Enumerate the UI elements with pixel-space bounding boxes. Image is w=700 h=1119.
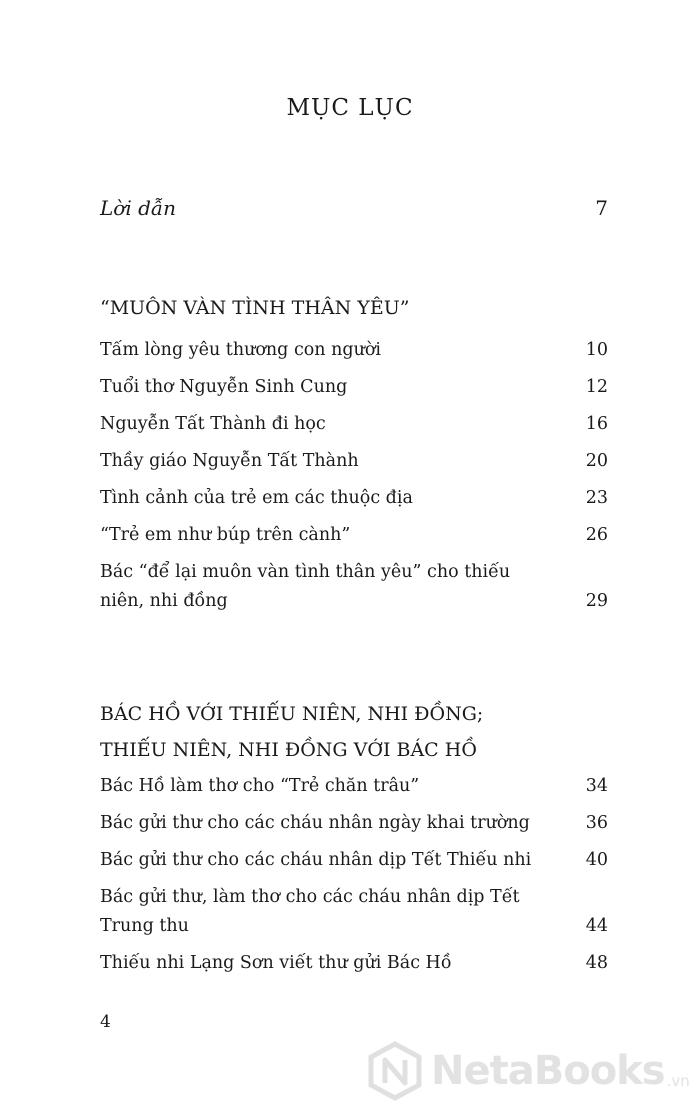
toc-entry[interactable] <box>100 883 608 941</box>
toc-entry[interactable] <box>100 336 608 365</box>
toc-entry[interactable] <box>100 521 608 550</box>
entry-title: Thiếu nhi Lạng Sơn viết thư gửi Bác Hồ <box>100 953 452 973</box>
entry-title: Bác “để lại muôn vàn tình thân yêu” cho thiếu niên, nhi đồng <box>100 562 511 611</box>
entry-title: Bác gửi thư cho các cháu nhân ngày khai trường <box>100 813 530 833</box>
entry-page: 48 <box>585 953 608 973</box>
entry-title: Thầy giáo Nguyễn Tất Thành <box>100 451 359 471</box>
page-title: MỤC LỤC <box>286 95 414 121</box>
entry-title: Tấm lòng yêu thương con người <box>100 340 381 360</box>
toc-entry[interactable] <box>100 410 608 439</box>
toc-entry[interactable] <box>100 846 608 875</box>
section-heading-2: BÁC HỒ VỚI THIẾU NIÊN, NHI ĐỒNG; THIẾU NIÊN, NHI ĐỒNG VỚI BÁC HỒ <box>100 703 484 761</box>
entry-page: 29 <box>585 591 608 611</box>
entry-page: 36 <box>585 813 608 833</box>
entry-title: “Trẻ em như búp trên cành” <box>100 525 351 545</box>
toc-entry[interactable] <box>100 809 608 838</box>
section-2-entries <box>100 772 608 986</box>
entry-page: 16 <box>585 414 608 434</box>
toc-entry-intro[interactable] <box>100 196 608 220</box>
watermark <box>365 1038 695 1104</box>
entry-title: Bác gửi thư, làm thơ cho các cháu nhân dịp Tết Trung thu <box>100 887 520 936</box>
toc-entry[interactable] <box>100 447 608 476</box>
toc-entry[interactable] <box>100 484 608 513</box>
entry-page: 26 <box>585 525 608 545</box>
watermark-suffix: .vn <box>666 1072 690 1090</box>
netabooks-logo-icon <box>365 1041 425 1101</box>
entry-page: 34 <box>585 776 608 796</box>
entry-title: Bác gửi thư cho các cháu nhân dịp Tết Thiếu nhi <box>100 850 532 870</box>
toc-entry[interactable] <box>100 949 608 978</box>
entry-page: 20 <box>585 451 608 471</box>
intro-label: Lời dẫn <box>100 196 177 220</box>
entry-page: 23 <box>585 488 608 508</box>
toc-entry[interactable] <box>100 373 608 402</box>
entry-page: 10 <box>585 340 608 360</box>
entry-title: Tình cảnh của trẻ em các thuộc địa <box>100 488 413 508</box>
entry-page: 40 <box>585 850 608 870</box>
section-1-entries <box>100 336 608 624</box>
page-number: 4 <box>100 1012 111 1032</box>
watermark-brand: NetaBooks <box>431 1048 665 1094</box>
section-heading-1: “MUÔN VÀN TÌNH THÂN YÊU” <box>100 297 410 319</box>
entry-page: 44 <box>585 916 608 936</box>
entry-title: Tuổi thơ Nguyễn Sinh Cung <box>100 377 348 397</box>
entry-title: Nguyễn Tất Thành đi học <box>100 414 326 434</box>
entry-title: Bác Hồ làm thơ cho “Trẻ chăn trâu” <box>100 776 420 796</box>
toc-entry[interactable] <box>100 772 608 801</box>
entry-page: 12 <box>585 377 608 397</box>
toc-entry[interactable] <box>100 558 608 616</box>
intro-page: 7 <box>595 196 608 220</box>
